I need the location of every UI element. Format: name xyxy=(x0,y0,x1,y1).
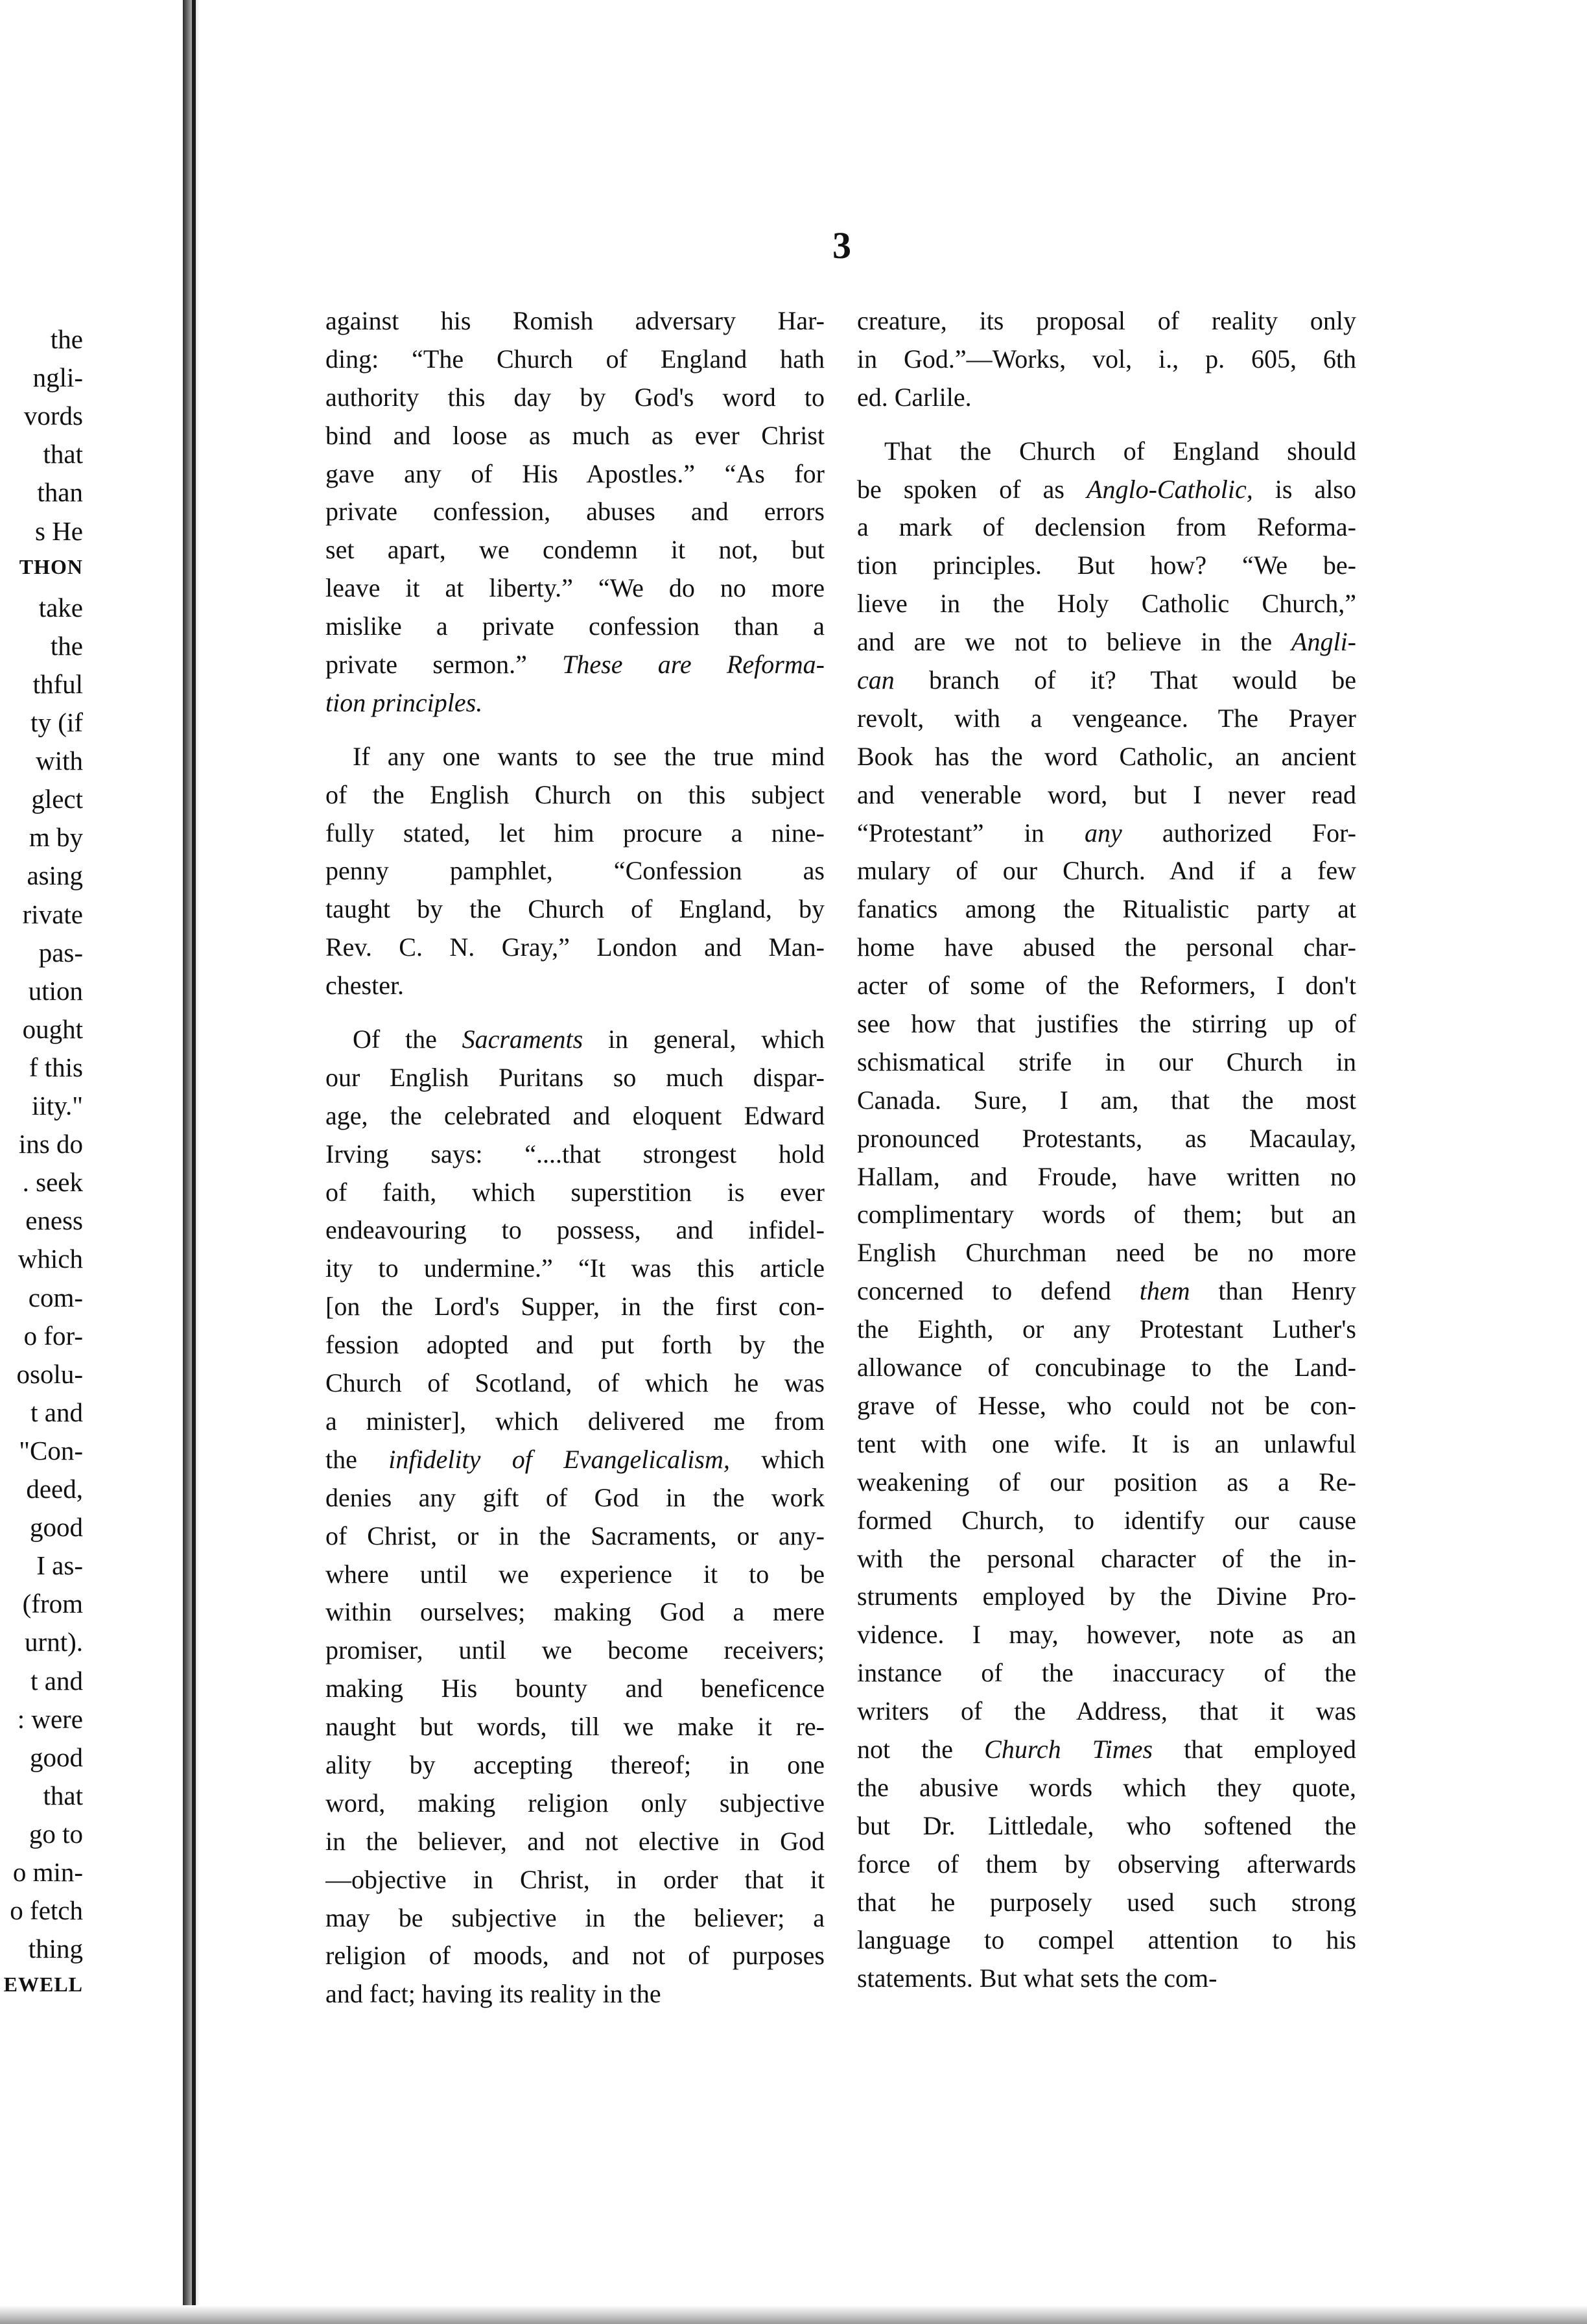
text-line: where until we experience it to be xyxy=(325,1559,825,1589)
text-line: concerned to defend them than Henry xyxy=(857,1276,1356,1306)
text-line: mislike a private confession than a xyxy=(325,611,825,641)
fragment-line: than xyxy=(37,477,83,508)
text-line: Hallam, and Froude, have written no xyxy=(857,1161,1356,1191)
fragment-line: take xyxy=(38,592,83,622)
fragment-line: deed, xyxy=(26,1474,83,1504)
text-line: of Christ, or in the Sacraments, or any- xyxy=(325,1521,825,1550)
fragment-line: t and xyxy=(30,1397,83,1427)
text-line: complimentary words of them; but an xyxy=(857,1200,1356,1229)
fragment-line: pas- xyxy=(38,937,83,967)
text-line: ity to undermine.” “It was this article xyxy=(325,1253,825,1283)
text-line: ding: “The Church of England hath xyxy=(325,344,825,374)
text-line: Canada. Sure, I am, that the most xyxy=(857,1085,1356,1115)
fragment-line: o for- xyxy=(23,1320,83,1351)
text-line: but Dr. Littledale, who softened the xyxy=(857,1810,1356,1840)
page-bottom-edge xyxy=(0,2305,1587,2324)
text-line: penny pamphlet, “Confession as xyxy=(325,856,825,886)
text-line: religion of moods, and not of purposes xyxy=(325,1941,825,1971)
text-line: can branch of it? That would be xyxy=(857,665,1356,695)
text-line: in God.”—Works, vol, i., p. 605, 6th xyxy=(857,344,1356,374)
text-line: That the Church of England should xyxy=(884,436,1356,466)
text-line: making His bounty and beneficence xyxy=(325,1674,825,1703)
text-line: tent with one wife. It is an unlawful xyxy=(857,1429,1356,1458)
text-line: set apart, we condemn it not, but xyxy=(325,535,825,565)
text-line: Irving says: “....that strongest hold xyxy=(325,1139,825,1168)
text-line: statements. But what sets the com- xyxy=(857,1963,1217,1993)
text-line: in the believer, and not elective in God xyxy=(325,1826,825,1856)
fragment-line: good xyxy=(30,1742,83,1772)
text-line: Book has the word Catholic, an ancient xyxy=(857,741,1356,771)
binding-shadow xyxy=(183,0,200,2324)
text-line: gave any of His Apostles.” “As for xyxy=(325,458,825,488)
fragment-line: vords xyxy=(23,401,83,431)
fragment-line: glect xyxy=(31,784,83,814)
text-line: of the English Church on this subject xyxy=(325,779,825,809)
text-line: allowance of concubinage to the Land- xyxy=(857,1353,1356,1382)
text-line: “Protestant” in any authorized For- xyxy=(857,818,1356,848)
fragment-line: eness xyxy=(25,1205,83,1236)
text-line: home have abused the personal char- xyxy=(857,932,1356,962)
page-number: 3 xyxy=(832,224,851,267)
fragment-line: EWELL xyxy=(3,1973,83,1997)
text-line: authority this day by God's word to xyxy=(325,382,825,412)
fragment-line: s He xyxy=(34,516,83,546)
text-line: may be subjective in the believer; a xyxy=(325,1903,825,1932)
binding-edge xyxy=(192,0,196,2324)
fragment-line: ought xyxy=(22,1014,83,1044)
text-line: tion principles. xyxy=(325,687,483,717)
fragment-line: rivate xyxy=(22,899,83,929)
fragment-line: the xyxy=(50,630,83,661)
text-line: force of them by observing afterwards xyxy=(857,1849,1356,1879)
text-line: and fact; having its reality in the xyxy=(325,1979,661,2009)
fragment-line: thing xyxy=(28,1934,83,1964)
text-line: language to compel attention to his xyxy=(857,1925,1356,1955)
fragment-line: ty (if xyxy=(30,707,83,737)
text-line: instance of the inaccuracy of the xyxy=(857,1658,1356,1688)
text-line: promiser, until we become receivers; xyxy=(325,1635,825,1665)
previous-page-fragments xyxy=(0,326,83,2045)
fragment-line: f this xyxy=(29,1052,83,1082)
fragment-line: ngli- xyxy=(32,362,83,393)
fragment-line: asing xyxy=(27,860,83,891)
text-line: be spoken of as Anglo-Catholic, is also xyxy=(857,474,1356,504)
fragment-line: the xyxy=(50,324,83,354)
fragment-line: : were xyxy=(17,1703,83,1734)
text-line: ality by accepting thereof; in one xyxy=(325,1749,825,1779)
text-line: the abusive words which they quote, xyxy=(857,1772,1356,1802)
text-line: struments employed by the Divine Pro- xyxy=(857,1582,1356,1611)
text-line: fully stated, let him procure a nine- xyxy=(325,818,825,848)
fragment-line: I as- xyxy=(36,1550,83,1581)
fragment-line: m by xyxy=(29,822,83,853)
text-line: weakening of our position as a Re- xyxy=(857,1467,1356,1497)
right-text-column xyxy=(857,302,1356,1998)
text-line: Rev. C. N. Gray,” London and Man- xyxy=(325,932,825,962)
text-line: bind and loose as much as ever Christ xyxy=(325,420,825,450)
text-line: taught by the Church of England, by xyxy=(325,894,825,924)
text-line: private sermon.” These are Reforma- xyxy=(325,650,825,680)
fragment-line: good xyxy=(30,1512,83,1543)
fragment-line: com- xyxy=(28,1282,83,1312)
text-line: vidence. I may, however, note as an xyxy=(857,1620,1356,1650)
text-line: age, the celebrated and eloquent Edward xyxy=(325,1100,825,1130)
fragment-line: which xyxy=(18,1244,83,1274)
text-line: naught but words, till we make it re- xyxy=(325,1712,825,1742)
text-line: [on the Lord's Supper, in the first con- xyxy=(325,1292,825,1322)
fragment-line: with xyxy=(36,746,83,776)
left-text-column xyxy=(325,302,825,2013)
text-line: see how that justifies the stirring up of xyxy=(857,1009,1356,1039)
text-line: fession adopted and put forth by the xyxy=(325,1330,825,1360)
text-line: pronounced Protestants, as Macaulay, xyxy=(857,1123,1356,1153)
text-line: schismatical strife in our Church in xyxy=(857,1047,1356,1076)
fragment-line: ution xyxy=(28,975,83,1006)
fragment-line: that xyxy=(43,439,83,469)
text-line: English Churchman need be no more xyxy=(857,1238,1356,1268)
fragment-line: o min- xyxy=(12,1857,83,1887)
text-line: writers of the Address, that it was xyxy=(857,1696,1356,1726)
fragment-line: "Con- xyxy=(19,1435,83,1465)
text-line: fanatics among the Ritualistic party at xyxy=(857,894,1356,924)
text-line: against his Romish adversary Har- xyxy=(325,306,825,335)
text-line: denies any gift of God in the work xyxy=(325,1482,825,1512)
text-line: our English Puritans so much dispar- xyxy=(325,1062,825,1092)
fragment-line: THON xyxy=(19,554,83,578)
fragment-line: thful xyxy=(32,669,83,699)
text-line: within ourselves; making God a mere xyxy=(325,1597,825,1627)
fragment-line: o fetch xyxy=(10,1895,83,1926)
text-line: lieve in the Holy Catholic Church,” xyxy=(857,589,1356,619)
text-line: ed. Carlile. xyxy=(857,382,972,412)
text-line: mulary of our Church. And if a few xyxy=(857,856,1356,886)
text-line: not the Church Times that employed xyxy=(857,1734,1356,1764)
fragment-line: . seek xyxy=(22,1167,83,1198)
text-line: If any one wants to see the true mind xyxy=(353,741,825,771)
text-line: Of the Sacraments in general, which xyxy=(353,1025,825,1054)
text-line: that he purposely used such strong xyxy=(857,1887,1356,1917)
fragment-line: t and xyxy=(30,1665,83,1696)
fragment-line: go to xyxy=(29,1818,83,1849)
text-line: and are we not to believe in the Angli- xyxy=(857,627,1356,657)
text-line: chester. xyxy=(325,971,405,1001)
fragment-line: urnt). xyxy=(25,1627,83,1657)
text-line: creature, its proposal of reality only xyxy=(857,306,1356,335)
fragment-line: that xyxy=(43,1780,83,1810)
text-line: with the personal character of the in- xyxy=(857,1543,1356,1573)
fragment-line: ins do xyxy=(18,1129,83,1159)
text-line: a minister], which delivered me from xyxy=(325,1406,825,1436)
fragment-line: osolu- xyxy=(16,1358,83,1389)
text-line: Church of Scotland, of which he was xyxy=(325,1368,825,1398)
text-line: revolt, with a vengeance. The Prayer xyxy=(857,703,1356,733)
text-line: —objective in Christ, in order that it xyxy=(325,1864,825,1894)
text-line: acter of some of the Reformers, I don't xyxy=(857,971,1356,1001)
text-line: formed Church, to identify our cause xyxy=(857,1505,1356,1535)
fragment-line: iity." xyxy=(32,1091,83,1120)
text-line: word, making religion only subjective xyxy=(325,1788,825,1818)
text-line: grave of Hesse, who could not be con- xyxy=(857,1390,1356,1420)
text-line: of faith, which superstition is ever xyxy=(325,1177,825,1207)
text-line: the infidelity of Evangelicalism, which xyxy=(325,1444,825,1474)
text-line: a mark of declension from Reforma- xyxy=(857,512,1356,542)
text-line: tion principles. But how? “We be- xyxy=(857,551,1356,580)
text-line: leave it at liberty.” “We do no more xyxy=(325,573,825,603)
fragment-line: (from xyxy=(22,1589,83,1619)
text-line: endeavouring to possess, and infidel- xyxy=(325,1215,825,1245)
text-line: the Eighth, or any Protestant Luther's xyxy=(857,1314,1356,1344)
text-line: and venerable word, but I never read xyxy=(857,779,1356,809)
text-line: private confession, abuses and errors xyxy=(325,497,825,527)
